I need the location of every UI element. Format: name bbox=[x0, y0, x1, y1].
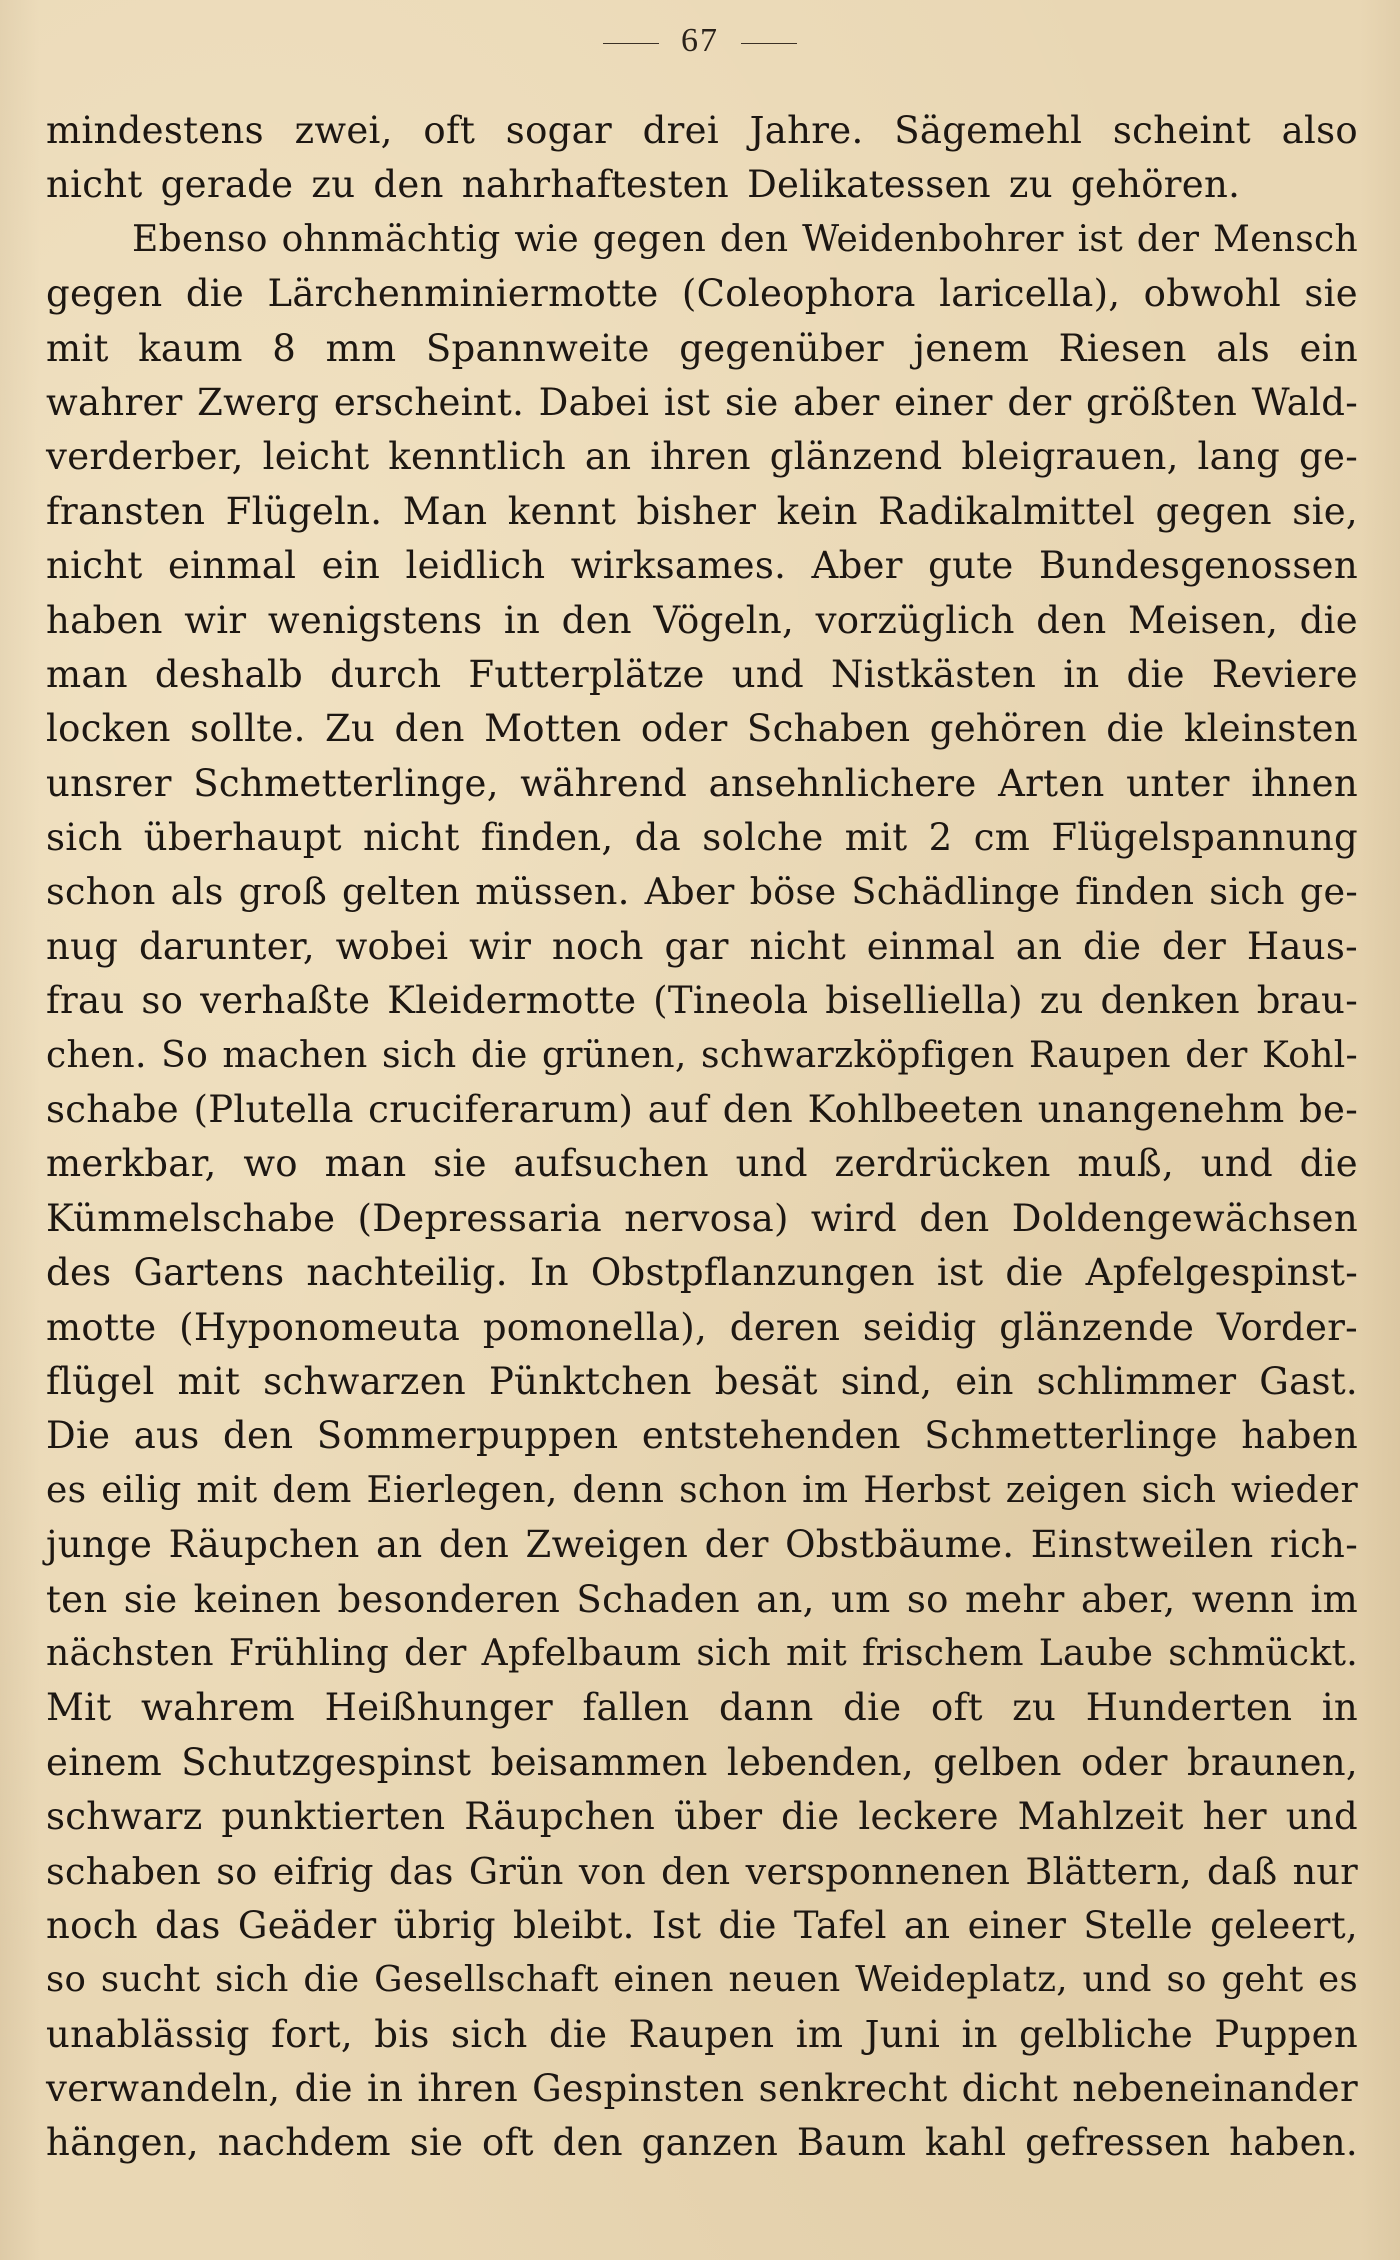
text-line: unablässig fort, bis sich die Raupen im Juni in gelbliche Puppen bbox=[46, 2012, 1358, 2056]
text-line: nächsten Frühling der Apfelbaum sich mit frischem Laube schmückt. bbox=[46, 1632, 1358, 1674]
text-line: chen. So machen sich die grünen, schwarzköpfigen Raupen der Kohl- bbox=[46, 1034, 1358, 1076]
text-line: des Gartens nachteilig. In Obstpflanzungen ist die Apfelgespinst- bbox=[46, 1251, 1358, 1295]
text-line: locken sollte. Zu den Motten oder Schaben gehören die kleinsten bbox=[46, 707, 1358, 751]
text-line: verwandeln, die in ihren Gespinsten senkrecht dicht nebeneinander bbox=[46, 2067, 1358, 2111]
text-line: fransten Flügeln. Man kennt bisher kein Radikalmittel gegen sie, bbox=[46, 489, 1358, 533]
text-line: nug darunter, wobei wir noch gar nicht einmal an die der Haus- bbox=[46, 924, 1358, 968]
text-line: nicht gerade zu den nahrhaftesten Delikatessen zu gehören. bbox=[46, 163, 1241, 207]
text-line: schaben so eifrig das Grün von den versponnenen Blättern, daß nur bbox=[46, 1849, 1358, 1893]
page-number-header bbox=[0, 22, 1400, 60]
text-line: schabe (Plutella cruciferarum) auf den Kohlbeeten unangenehm be- bbox=[46, 1088, 1358, 1132]
body-text bbox=[46, 104, 1358, 2171]
text-line: es eilig mit dem Eierlegen, denn schon im Herbst zeigen sich wieder bbox=[46, 1469, 1358, 1511]
text-line: einem Schutzgespinst beisammen lebenden, gelben oder braunen, bbox=[46, 1740, 1358, 1784]
text-line: ten sie keinen besonderen Schaden an, um so mehr aber, wenn im bbox=[46, 1577, 1358, 1621]
text-line: Ebenso ohnmächtig wie gegen den Weidenbohrer ist der Mensch bbox=[132, 218, 1358, 260]
left-dash bbox=[603, 43, 659, 44]
text-line: sich überhaupt nicht finden, da solche mit 2 cm Flügelspannung bbox=[46, 816, 1358, 860]
text-line: mit kaum 8 mm Spannweite gegenüber jenem Riesen als ein bbox=[46, 326, 1358, 370]
text-line: gegen die Lärchenminiermotte (Coleophora laricella), obwohl sie bbox=[46, 272, 1358, 316]
text-line: Mit wahrem Heißhunger fallen dann die oft zu Hunderten in bbox=[46, 1686, 1358, 1730]
text-line: schwarz punktierten Räupchen über die leckere Mahlzeit her und bbox=[46, 1795, 1358, 1839]
text-line: noch das Geäder übrig bleibt. Ist die Tafel an einer Stelle geleert, bbox=[46, 1903, 1358, 1947]
text-line: motte (Hyponomeuta pomonella), deren seidig glänzende Vorder- bbox=[46, 1305, 1358, 1349]
page-number: 67 bbox=[681, 22, 719, 59]
text-line: junge Räupchen an den Zweigen der Obstbäume. Einstweilen rich- bbox=[46, 1523, 1358, 1567]
text-line: wahrer Zwerg erscheint. Dabei ist sie aber einer der größten Wald- bbox=[46, 380, 1358, 424]
text-line: frau so verhaßte Kleidermotte (Tineola biselliella) zu denken brau- bbox=[46, 979, 1358, 1023]
text-line: merkbar, wo man sie aufsuchen und zerdrücken muß, und die bbox=[46, 1142, 1358, 1186]
text-line: man deshalb durch Futterplätze und Nistkästen in die Reviere bbox=[46, 652, 1358, 696]
text-line: mindestens zwei, oft sogar drei Jahre. Sägemehl scheint also bbox=[46, 109, 1358, 152]
text-line: haben wir wenigstens in den Vögeln, vorzüglich den Meisen, die bbox=[46, 598, 1358, 642]
text-line: Die aus den Sommerpuppen entstehenden Schmetterlinge haben bbox=[46, 1414, 1358, 1458]
text-line: hängen, nachdem sie oft den ganzen Baum kahl gefressen haben. bbox=[46, 2121, 1358, 2165]
text-line: flügel mit schwarzen Pünktchen besät sind, ein schlimmer Gast. bbox=[46, 1359, 1358, 1403]
text-line: unsrer Schmetterlinge, während ansehnlichere Arten unter ihnen bbox=[46, 761, 1358, 805]
text-line: so sucht sich die Gesellschaft einen neuen Weideplatz, und so geht es bbox=[46, 1959, 1358, 2001]
right-dash bbox=[741, 43, 797, 44]
text-line: verderber, leicht kenntlich an ihren glänzend bleigrauen, lang ge- bbox=[46, 435, 1358, 479]
text-line: schon als groß gelten müssen. Aber böse Schädlinge finden sich ge- bbox=[46, 870, 1358, 914]
text-line: Kümmelschabe (Depressaria nervosa) wird den Doldengewächsen bbox=[46, 1196, 1358, 1240]
text-line: nicht einmal ein leidlich wirksames. Aber gute Bundesgenossen bbox=[46, 544, 1358, 588]
